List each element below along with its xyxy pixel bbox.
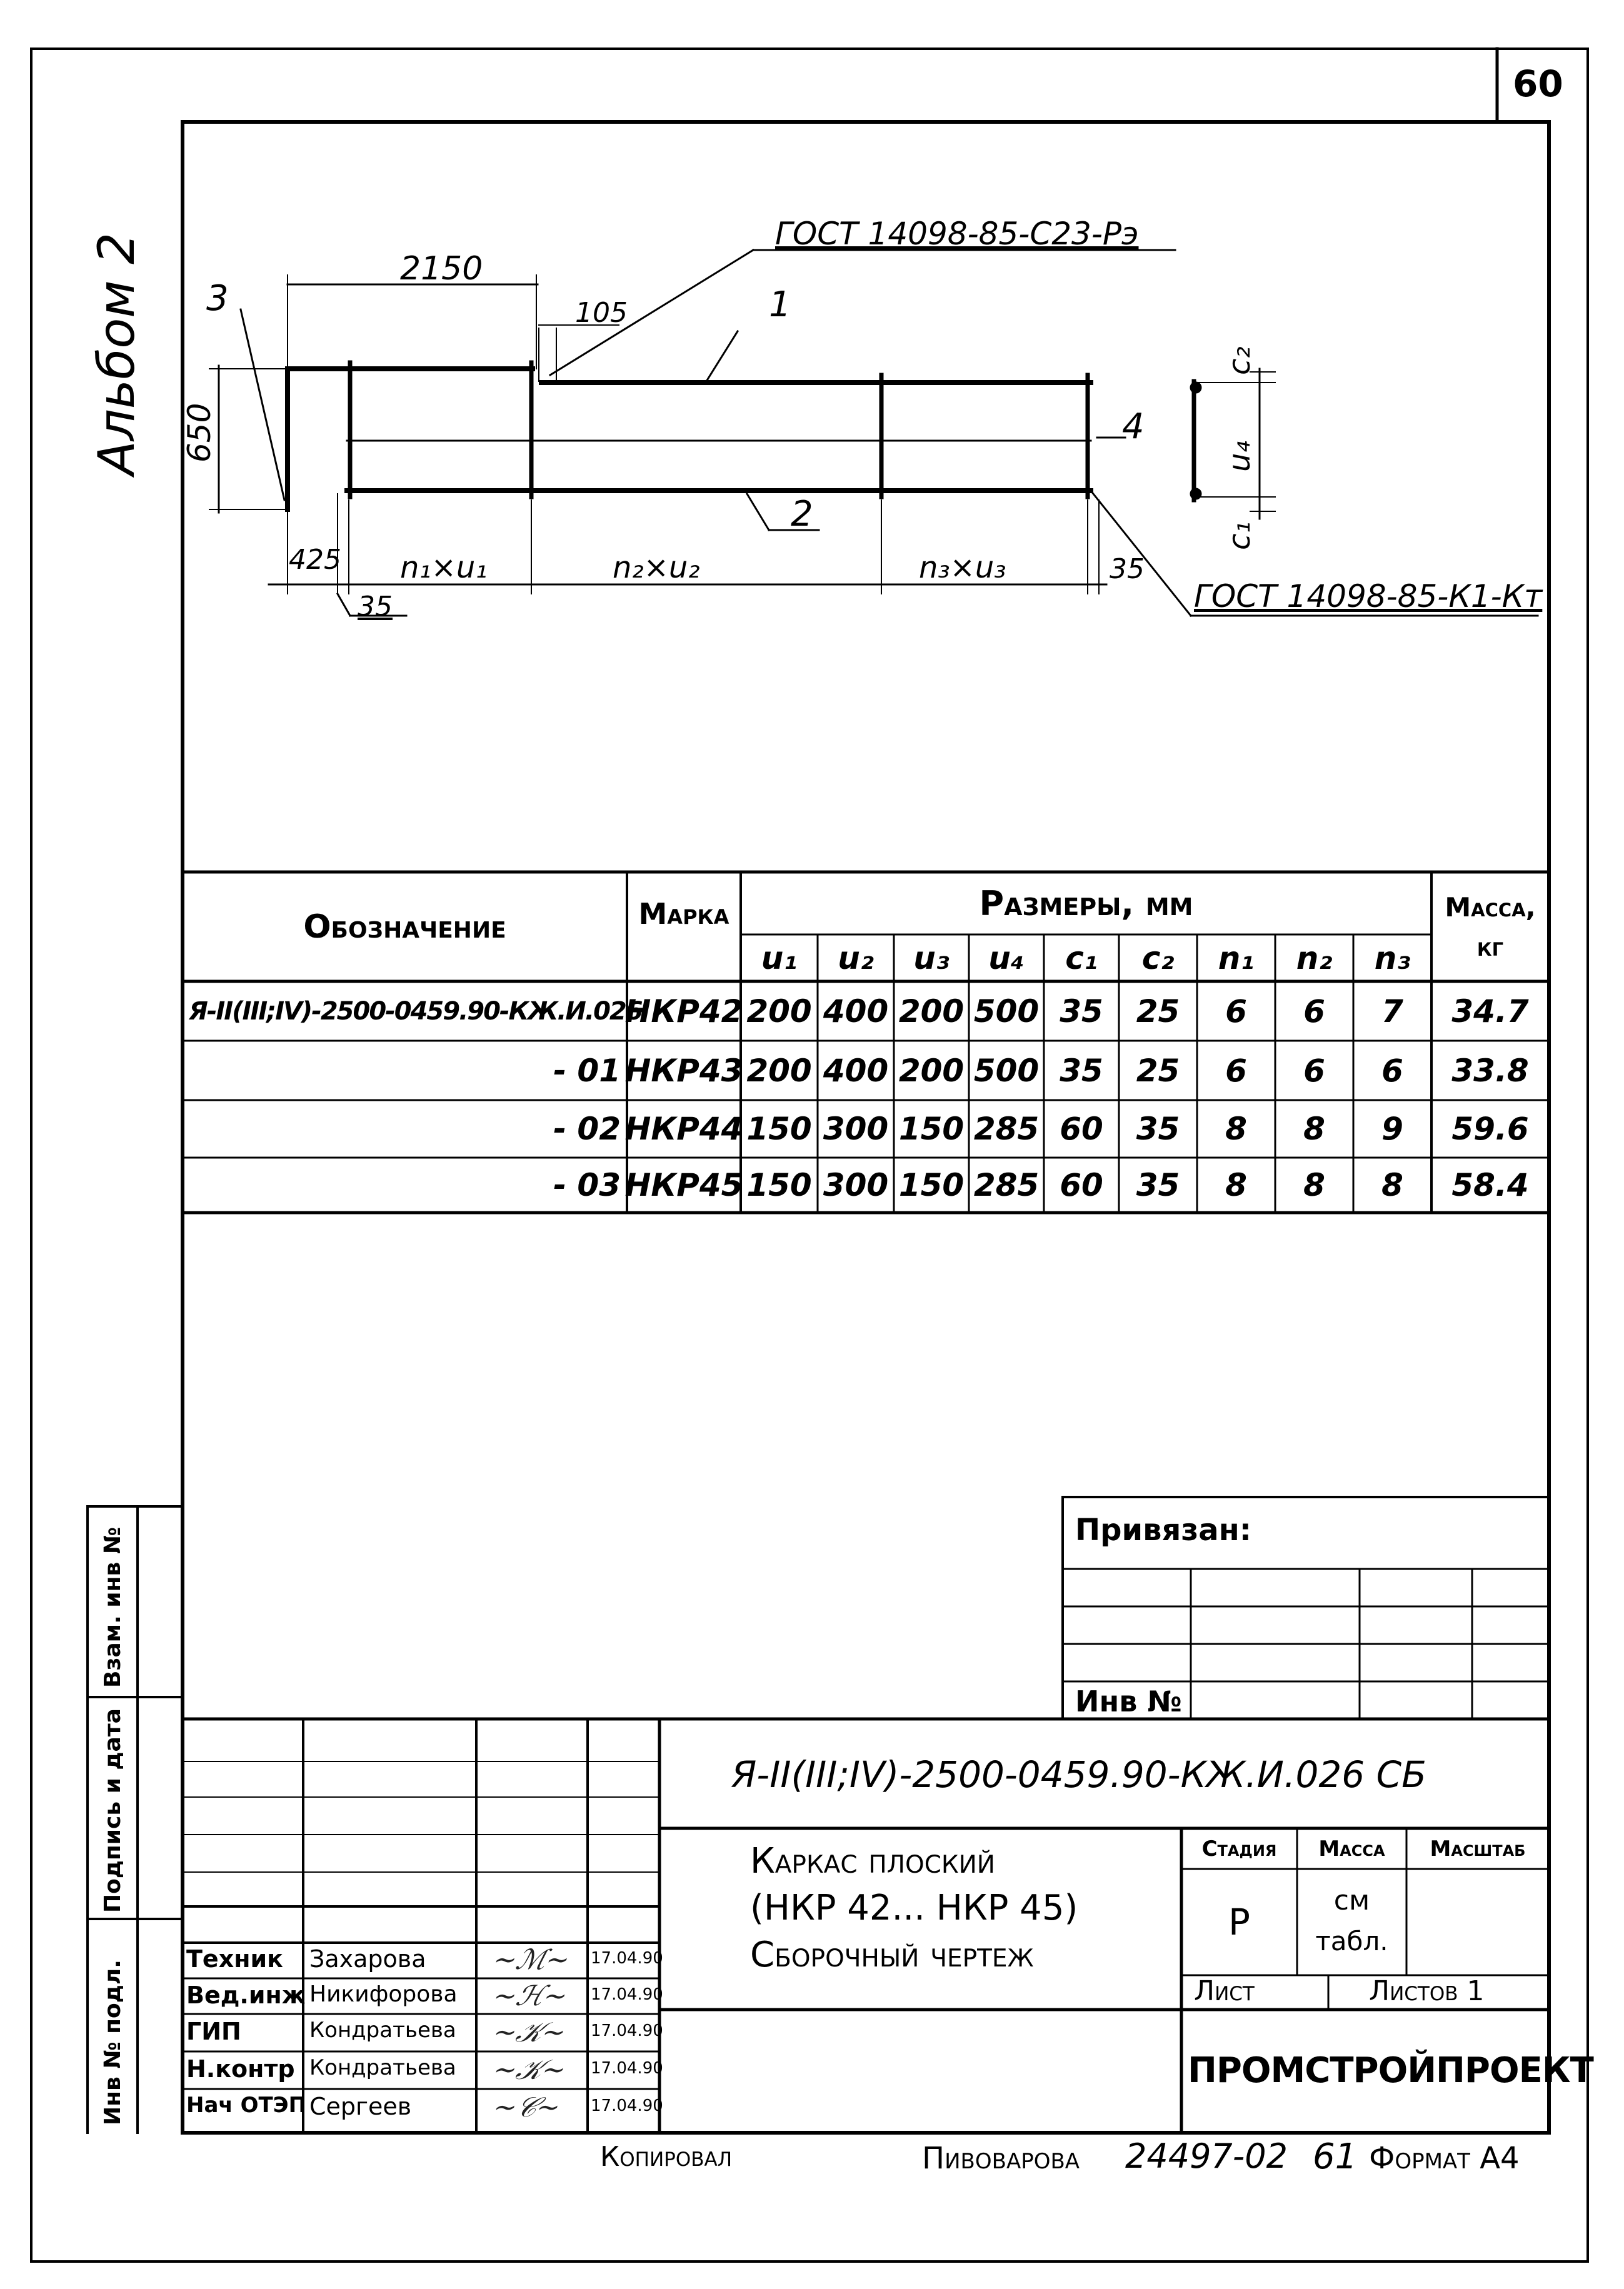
row-n2: 8	[1303, 1111, 1325, 1147]
footer-format: Формат А4	[1369, 2141, 1520, 2176]
dim-105: 105	[575, 297, 628, 329]
position-1: 1	[769, 284, 791, 325]
mass-value-1: см	[1333, 1884, 1370, 1916]
row-n2: 6	[1303, 993, 1325, 1029]
row-u4: 500	[973, 993, 1040, 1029]
row-mark: НКР45	[624, 1167, 743, 1203]
row-designation: - 01	[553, 1052, 621, 1089]
side-vzam-label: Взам. инв №	[100, 1526, 126, 1688]
header-mark: Марка	[638, 897, 729, 931]
segment-n1u1: n₁×u₁	[400, 550, 488, 585]
row-u3: 150	[898, 1111, 965, 1147]
binding-title: Привязан:	[1075, 1513, 1251, 1548]
segment-n3u3: n₃×u₃	[919, 550, 1006, 585]
row-u4: 285	[973, 1167, 1040, 1203]
side-podpis-label: Подпись и дата	[100, 1708, 126, 1913]
person-role: Н.контр	[186, 2055, 295, 2083]
row-c1: 35	[1060, 1052, 1103, 1089]
person-date: 17.04.90	[591, 1985, 663, 2004]
row-c2: 25	[1136, 993, 1180, 1029]
footer-copied-label: Копировал	[600, 2141, 733, 2173]
mass-label: Масса	[1318, 1836, 1385, 1861]
subheader-n1: n₁	[1218, 939, 1255, 976]
section-u4: u₄	[1222, 441, 1257, 472]
row-n1: 8	[1225, 1167, 1247, 1203]
mass-value-2: табл.	[1315, 1925, 1388, 1956]
row-n1: 6	[1225, 993, 1247, 1029]
row-u2: 300	[823, 1111, 889, 1147]
person-name: Кондратьева	[309, 2055, 456, 2080]
row-c2: 25	[1136, 1052, 1180, 1089]
row-mark: НКР44	[624, 1111, 743, 1147]
subheader-mass-unit	[1431, 934, 1549, 981]
person-date: 17.04.90	[591, 2096, 663, 2115]
album-label: Альбом 2	[88, 233, 146, 475]
signature-icon: ∼𝒦∼	[489, 2054, 570, 2086]
row-u3: 200	[898, 1052, 965, 1089]
gost-joint-label: ГОСТ 14098-85-К1-Кт	[1194, 578, 1543, 614]
binding-inv-label: Инв №	[1075, 1685, 1182, 1718]
row-designation: - 02	[553, 1111, 621, 1147]
person-role: Нач ОТЭП	[186, 2093, 307, 2118]
row-n3: 9	[1381, 1111, 1403, 1147]
person-name: Никифорова	[309, 1981, 458, 2007]
dim-35-left: 35	[358, 591, 393, 623]
row-c1: 35	[1060, 993, 1103, 1029]
row-mark: НКР43	[624, 1052, 743, 1089]
header-mass: Масса, кг	[1445, 891, 1536, 962]
person-role: ГИП	[186, 2018, 241, 2045]
side-inv-podl-label: Инв № подл.	[100, 1960, 126, 2125]
document-code: Я-II(III;IV)-2500-0459.90-КЖ.И.026 СБ	[731, 1753, 1426, 1796]
row-c2: 35	[1136, 1167, 1180, 1203]
subheader-u3: u₃	[913, 939, 950, 976]
dim-35-right: 35	[1110, 553, 1145, 585]
subheader-u4: u₄	[988, 939, 1025, 976]
row-u2: 300	[823, 1167, 889, 1203]
row-mass: 33.8	[1451, 1052, 1529, 1089]
sheets-count-label: Листов 1	[1369, 1975, 1485, 2007]
row-n3: 6	[1381, 1052, 1403, 1089]
subheader-n2: n₂	[1296, 939, 1333, 976]
row-n1: 8	[1225, 1111, 1247, 1147]
person-name: Сергеев	[309, 2093, 412, 2120]
position-4: 4	[1122, 406, 1145, 447]
row-u4: 285	[973, 1111, 1040, 1147]
row-u3: 150	[898, 1167, 965, 1203]
row-designation: - 03	[553, 1167, 621, 1203]
row-n3: 8	[1381, 1167, 1403, 1203]
signature-icon: ∼𝒦∼	[489, 2016, 570, 2048]
row-u3: 200	[898, 993, 965, 1029]
row-designation: Я-II(III;IV)-2500-0459.90-КЖ.И.026	[189, 996, 642, 1026]
row-n2: 6	[1303, 1052, 1325, 1089]
position-2: 2	[791, 494, 813, 534]
signature-icon: ∼ℳ∼	[489, 1944, 574, 1976]
person-date: 17.04.90	[591, 2059, 663, 2078]
subheader-c1: c₁	[1065, 939, 1098, 976]
footer-sheet-number: 61	[1313, 2136, 1358, 2177]
organization-name: ПРОМСТРОЙПРОЕКТ	[1188, 2050, 1593, 2091]
row-mass: 58.4	[1451, 1167, 1529, 1203]
dim-650: 650	[181, 403, 218, 463]
row-u4: 500	[973, 1052, 1040, 1089]
page-number: 60	[1513, 63, 1563, 105]
title-name-line2: (НКР 42... НКР 45)	[750, 1888, 1078, 1928]
subheader-u1: u₁	[761, 939, 798, 976]
person-date: 17.04.90	[591, 2021, 663, 2040]
row-n1: 6	[1225, 1052, 1247, 1089]
subheader-c2: c₂	[1141, 939, 1175, 976]
row-u1: 200	[746, 1052, 812, 1089]
row-u2: 400	[823, 1052, 889, 1089]
title-name-line3: Сборочный чертеж	[750, 1935, 1034, 1975]
footer-copier-name: Пивоварова	[922, 2141, 1080, 2176]
stage-label: Стадия	[1201, 1836, 1277, 1861]
row-c1: 60	[1060, 1167, 1103, 1203]
subheader-u2: u₂	[838, 939, 874, 976]
gost-weld-label: ГОСТ 14098-85-С23-Рэ	[775, 216, 1139, 252]
header-sizes: Размеры, мм	[979, 883, 1193, 923]
row-c1: 60	[1060, 1111, 1103, 1147]
row-n2: 8	[1303, 1167, 1325, 1203]
row-u1: 150	[746, 1111, 812, 1147]
person-role: Техник	[186, 1945, 283, 1973]
header-designation: Обозначение	[303, 908, 506, 946]
scale-label: Масштаб	[1430, 1836, 1526, 1861]
row-mass: 34.7	[1451, 993, 1529, 1029]
section-c1: c₁	[1222, 521, 1257, 550]
person-date: 17.04.90	[591, 1949, 663, 1968]
dim-425: 425	[289, 544, 341, 576]
row-n3: 7	[1381, 993, 1403, 1029]
row-mass: 59.6	[1451, 1111, 1529, 1147]
signature-icon: ∼ℋ∼	[489, 1980, 572, 2012]
person-name: Захарова	[309, 1945, 426, 1973]
row-u1: 200	[746, 993, 812, 1029]
stage-value: Р	[1228, 1901, 1250, 1943]
dim-2150: 2150	[400, 250, 483, 288]
signature-icon: ∼𝒞∼	[489, 2091, 564, 2123]
row-c2: 35	[1136, 1111, 1180, 1147]
segment-n2u2: n₂×u₂	[613, 550, 700, 585]
row-u2: 400	[823, 993, 889, 1029]
sheet-label: Лист	[1194, 1975, 1255, 2007]
person-role: Вед.инж	[186, 1981, 306, 2009]
title-name-line1: Каркас плоский	[750, 1841, 995, 1881]
position-3: 3	[206, 278, 229, 319]
person-name: Кондратьева	[309, 2018, 456, 2043]
row-mark: НКР42	[624, 993, 743, 1029]
footer-number: 24497-02	[1125, 2136, 1288, 2176]
row-u1: 150	[746, 1167, 812, 1203]
section-c2: c₂	[1222, 346, 1257, 375]
subheader-n3: n₃	[1374, 939, 1411, 976]
